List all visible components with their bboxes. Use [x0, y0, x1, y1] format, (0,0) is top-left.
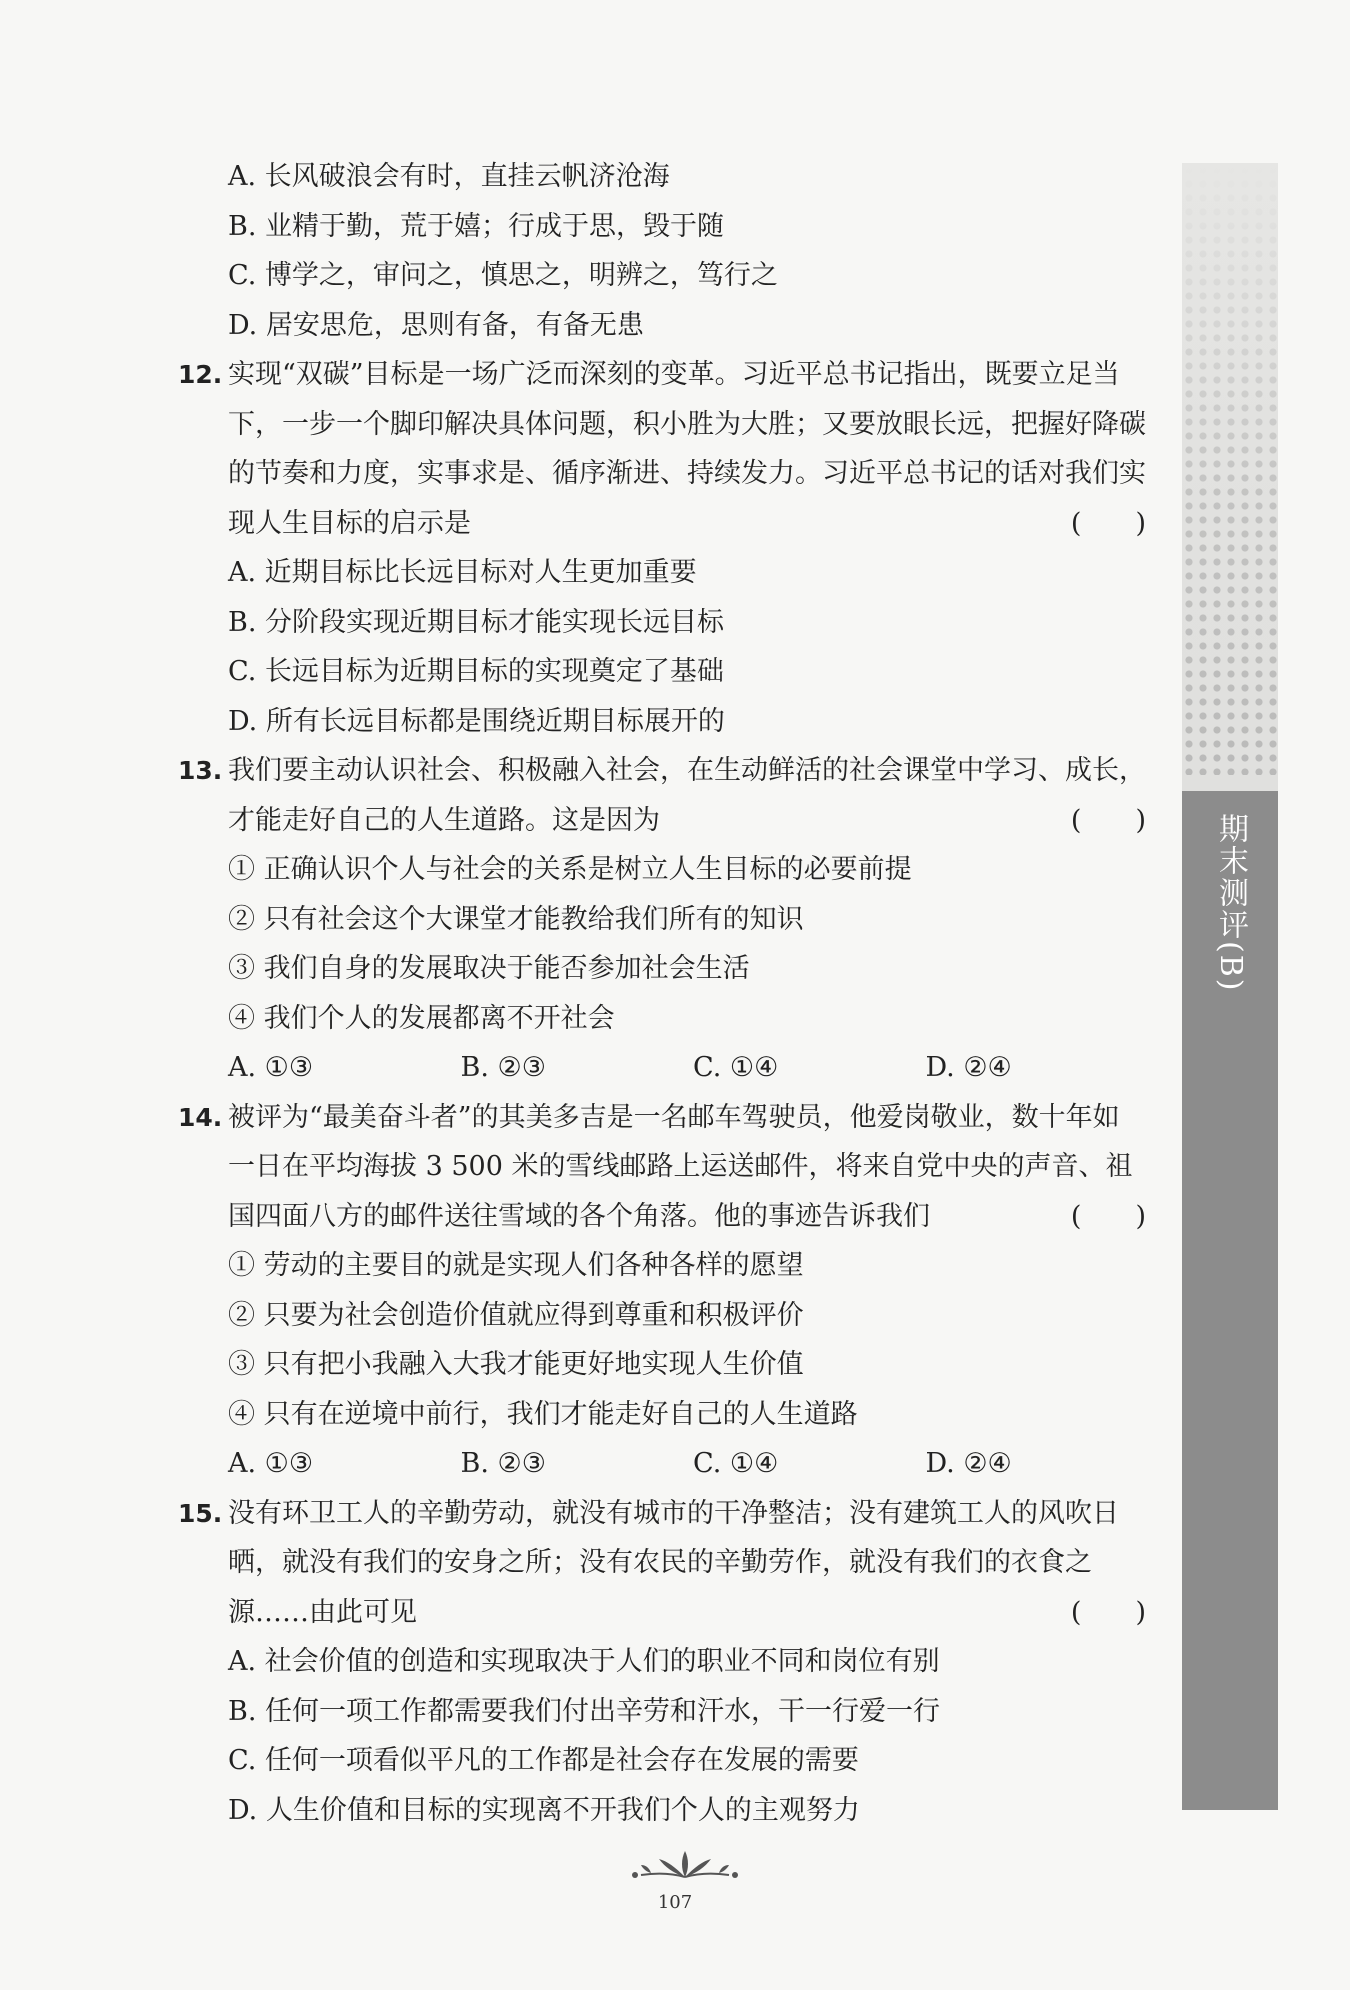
q13-choices: [178, 1043, 1158, 1093]
q15-number: 15.: [178, 1498, 223, 1528]
q12-stem-text-end: 现人生目标的启示是: [228, 507, 471, 539]
q13-item-3: ③ 我们自身的发展取决于能否参加社会生活: [228, 953, 750, 984]
q12-stem-line-3: 的节奏和力度，实事求是、循序渐进、持续发力。习近平总书记的话对我们实: [228, 458, 1146, 489]
q13-stem-line-1: [178, 746, 1158, 796]
q14-choice-b: B. ②③: [460, 1448, 546, 1479]
q12-stem-line-2: 下，一步一个脚印解决具体问题，积小胜为大胜；又要放眼长远，把握好降碳: [228, 408, 1146, 440]
q12-option-b: B. 分阶段实现近期目标才能实现长远目标: [228, 606, 725, 638]
q14-stem-line-2: 一日在平均海拔 3 500 米的雪线邮路上运送邮件，将来自党中央的声音、祖: [228, 1151, 1133, 1182]
q14-stem-text-end: 国四面八方的邮件送往雪域的各个角落。他的事迹告诉我们: [228, 1200, 930, 1232]
q12-option-a: A. 近期目标比长远目标对人生更加重要: [228, 557, 697, 588]
q11-option-d: D. 居安思危，思则有备，有备无患: [228, 309, 644, 341]
q14-stem-line-1: [178, 1093, 1158, 1143]
q15-answer-paren[interactable]: ( ): [1070, 1596, 1146, 1628]
q13-number: 13.: [178, 756, 223, 785]
q14-item-4: ④ 只有在逆境中前行，我们才能走好自己的人生道路: [228, 1398, 858, 1430]
q14-stem-text: 被评为“最美奋斗者”的其美多吉是一名邮车驾驶员，他爱岗敬业，数十年如: [228, 1101, 1120, 1133]
q12-stem-line-4: [178, 499, 1158, 549]
floral-ornament-icon: [615, 1845, 755, 1885]
q13-stem-text: 我们要主动认识社会、积极融入社会，在生动鲜活的社会课堂中学习、成长，: [228, 755, 1146, 786]
question-content: [178, 152, 1158, 1835]
q15-stem-text-end: 源……由此可见: [228, 1596, 417, 1628]
q13-item-2: ② 只有社会这个大课堂才能教给我们所有的知识: [228, 903, 804, 935]
q13-stem-text-end: 才能走好自己的人生道路。这是因为: [228, 804, 660, 836]
q15-stem-line-1: [178, 1489, 1158, 1539]
q12-answer-paren[interactable]: ( ): [1070, 507, 1146, 539]
q12-stem-text: 实现“双碳”目标是一场广泛而深刻的变革。习近平总书记指出，既要立足当: [228, 359, 1120, 390]
q15-stem-line-3: [178, 1588, 1158, 1638]
q15-option-a: A. 社会价值的创造和实现取决于人们的职业不同和岗位有别: [228, 1646, 940, 1677]
q14-number: 14.: [178, 1102, 223, 1132]
sidebar-pattern-fade: [1182, 163, 1278, 775]
page-number: 107: [657, 1892, 693, 1913]
q14-answer-paren[interactable]: ( ): [1070, 1200, 1146, 1232]
q13-choice-c: C. ①④: [693, 1052, 779, 1083]
q12-option-d: D. 所有长远目标都是围绕近期目标展开的: [228, 705, 725, 737]
q15-option-d: D. 人生价值和目标的实现离不开我们个人的主观努力: [228, 1794, 860, 1826]
sidebar-section-label: 期末测评(B): [1213, 813, 1248, 993]
q14-choice-a: A. ①③: [228, 1448, 314, 1479]
q15-option-b: B. 任何一项工作都需要我们付出辛劳和汗水，干一行爱一行: [228, 1695, 941, 1727]
q13-choice-d: D. ②④: [925, 1052, 1012, 1083]
q13-choice-b: B. ②③: [460, 1052, 546, 1083]
q14-item-2: ② 只要为社会创造价值就应得到尊重和积极评价: [228, 1299, 804, 1331]
q13-answer-paren[interactable]: ( ): [1070, 804, 1146, 836]
q15-stem-line-2: 晒，就没有我们的安身之所；没有农民的辛勤劳作，就没有我们的衣食之: [228, 1547, 1092, 1578]
q14-item-1: ① 劳动的主要目的就是实现人们各种各样的愿望: [228, 1250, 804, 1281]
q12-stem-line-1: [178, 350, 1158, 400]
q11-option-c: C. 博学之，审问之，慎思之，明辨之，笃行之: [228, 260, 778, 291]
q13-item-1: ① 正确认识个人与社会的关系是树立人生目标的必要前提: [228, 854, 912, 885]
q13-choice-a: A. ①③: [228, 1052, 314, 1083]
q14-stem-line-3: [178, 1192, 1158, 1242]
q14-choice-c: C. ①④: [693, 1448, 779, 1479]
q15-stem-text: 没有环卫工人的辛勤劳动，就没有城市的干净整洁；没有建筑工人的风吹日: [228, 1497, 1119, 1529]
q12-option-c: C. 长远目标为近期目标的实现奠定了基础: [228, 656, 724, 687]
q13-stem-line-2: [178, 796, 1158, 846]
q11-option-b: B. 业精于勤，荒于嬉；行成于思，毁于随: [228, 210, 725, 242]
q12-number: 12.: [178, 360, 223, 389]
q14-choice-d: D. ②④: [925, 1448, 1012, 1479]
q13-item-4: ④ 我们个人的发展都离不开社会: [228, 1002, 615, 1034]
q11-option-a: A. 长风破浪会有时，直挂云帆济沧海: [228, 161, 670, 192]
q15-option-c: C. 任何一项看似平凡的工作都是社会存在发展的需要: [228, 1745, 859, 1776]
q14-item-3: ③ 只有把小我融入大我才能更好地实现人生价值: [228, 1349, 804, 1380]
section-sidebar: [1182, 163, 1278, 1810]
q14-choices: [178, 1439, 1158, 1489]
